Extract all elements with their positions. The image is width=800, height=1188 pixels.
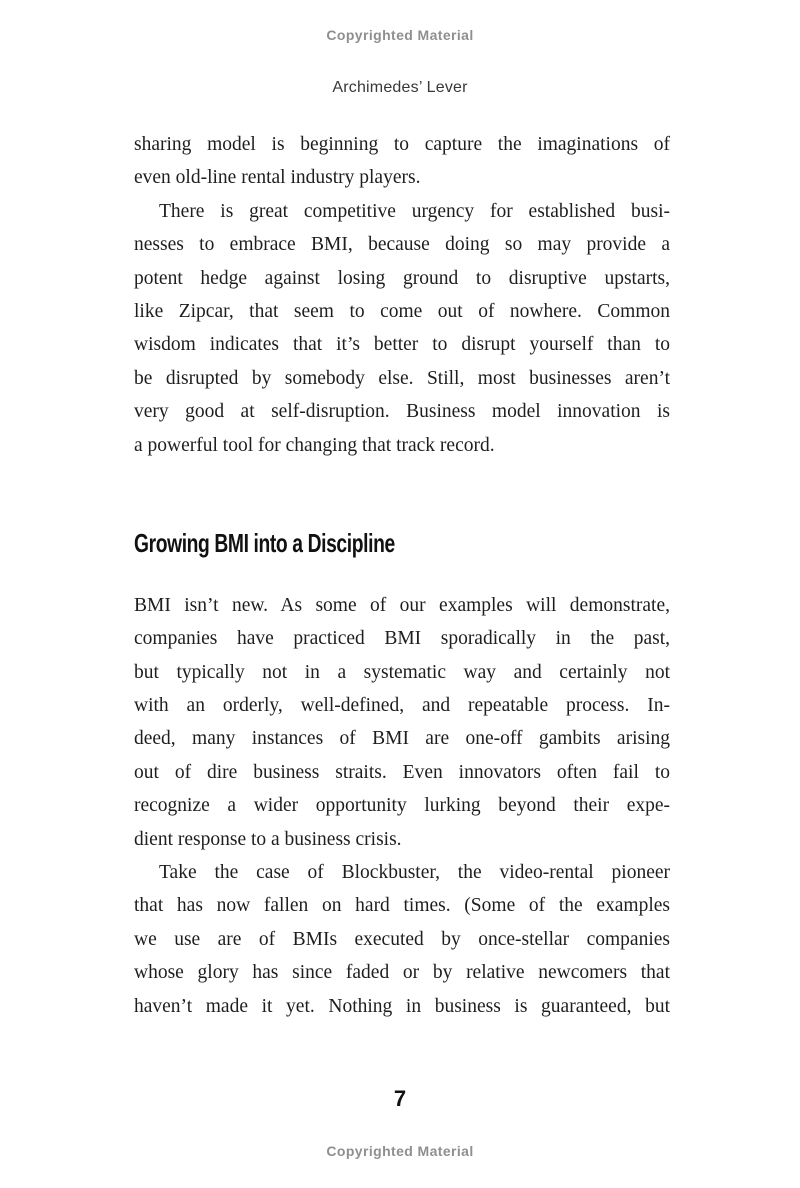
- text-line: nesses to embrace BMI, because doing so may provide a: [134, 234, 670, 256]
- section-heading: Growing BMI into a Discipline: [134, 527, 395, 558]
- text-line: recognize a wider opportunity lurking beyond their expe-: [134, 795, 670, 817]
- paragraph: [134, 856, 670, 1023]
- paragraph: [134, 128, 670, 195]
- running-head: Archimedes’ Lever: [332, 79, 468, 96]
- text-line: but typically not in a systematic way and certainly not: [134, 661, 670, 683]
- text-line: with an orderly, well-defined, and repeatable process. In-: [134, 695, 670, 717]
- text-line: we use are of BMIs executed by once-stellar companies: [134, 928, 670, 950]
- text-line: out of dire business straits. Even innovators often fail to: [134, 761, 670, 783]
- text-line: haven’t made it yet. Nothing in business is guaranteed, but: [134, 995, 670, 1017]
- text-line: BMI isn’t new. As some of our examples will demonstrate,: [134, 594, 670, 616]
- text-line: very good at self-disruption. Business model innovation is: [134, 401, 670, 423]
- text-line: potent hedge against losing ground to disruptive upstarts,: [134, 267, 670, 289]
- text-line: a powerful tool for changing that track record.: [134, 434, 495, 456]
- text-line: wisdom indicates that it’s better to disrupt yourself than to: [134, 334, 670, 356]
- text-line: There is great competitive urgency for established busi-: [159, 200, 670, 222]
- text-line: that has now fallen on hard times. (Some of the examples: [134, 895, 670, 917]
- text-line: whose glory has since faded or by relative newcomers that: [134, 962, 670, 984]
- text-line: dient response to a business crisis.: [134, 828, 402, 850]
- text-line: even old-line rental industry players.: [134, 167, 421, 189]
- text-line: deed, many instances of BMI are one-off gambits arising: [134, 728, 670, 750]
- text-line: be disrupted by somebody else. Still, most businesses aren’t: [134, 367, 670, 389]
- text-line: like Zipcar, that seem to come out of nowhere. Common: [134, 300, 670, 322]
- text-line: Take the case of Blockbuster, the video-rental pioneer: [159, 862, 670, 884]
- text-line: companies have practiced BMI sporadically in the past,: [134, 628, 670, 650]
- page-number: 7: [393, 1086, 407, 1111]
- text-line: sharing model is beginning to capture the imaginations of: [134, 134, 670, 155]
- copyright-notice-bottom: Copyrighted Material: [326, 1143, 474, 1159]
- page-body: [134, 128, 670, 1023]
- copyright-notice-top: Copyrighted Material: [326, 27, 474, 43]
- paragraph: [134, 589, 670, 856]
- paragraph: [134, 195, 670, 462]
